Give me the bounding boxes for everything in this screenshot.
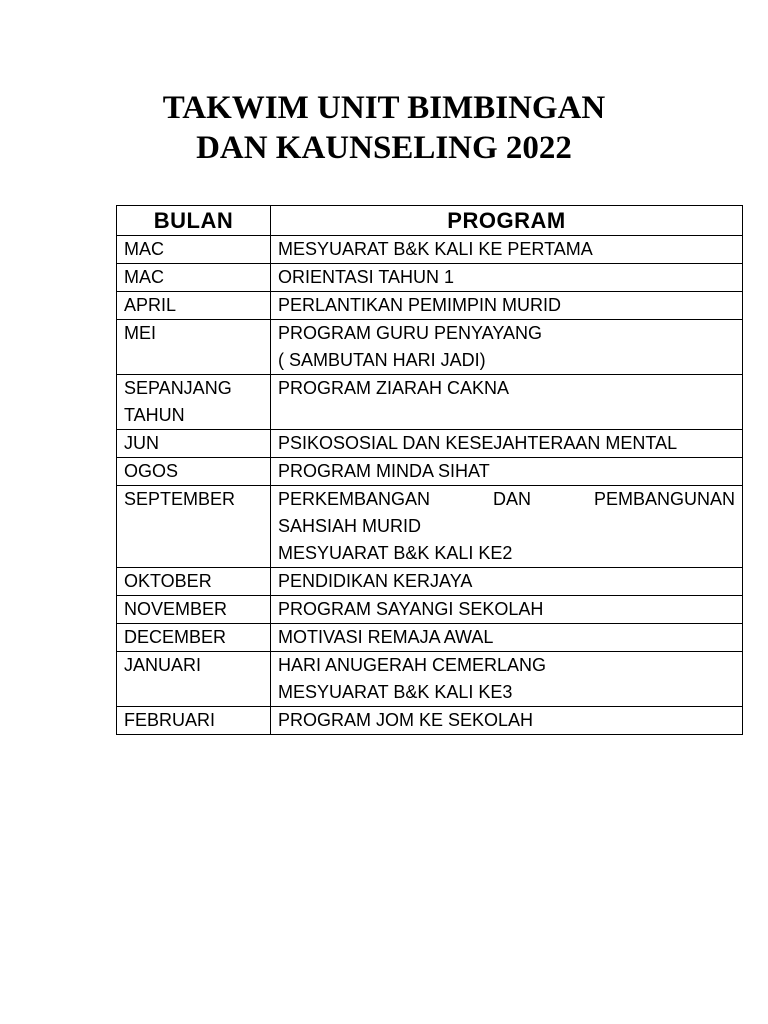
- table-row: [117, 624, 743, 652]
- program-cell: [271, 486, 743, 568]
- program-cell: [271, 707, 743, 735]
- bulan-text: SEPANJANG: [124, 378, 232, 398]
- program-text: PROGRAM MINDA SIHAT: [278, 461, 490, 481]
- table-row: [117, 458, 743, 486]
- header-bulan: BULAN: [117, 206, 271, 236]
- title-line-2: DAN KAUNSELING 2022: [196, 130, 572, 166]
- program-text: PERLANTIKAN PEMIMPIN MURID: [278, 295, 562, 315]
- bulan-text: MAC: [124, 239, 164, 259]
- program-cell: [271, 264, 743, 292]
- bulan-text: MEI: [124, 323, 157, 343]
- program-text: ( SAMBUTAN HARI JADI): [278, 350, 486, 370]
- bulan-cell: [117, 320, 271, 375]
- program-text: PERKEMBANGAN DAN PEMBANGUNAN: [278, 489, 735, 509]
- program-text: PENDIDIKAN KERJAYA: [278, 571, 473, 591]
- program-text: ORIENTASI TAHUN 1: [278, 267, 455, 287]
- program-text: MESYUARAT B&K KALI KE PERTAMA: [278, 239, 593, 259]
- bulan-text: NOVEMBER: [124, 599, 228, 619]
- program-cell: [271, 596, 743, 624]
- bulan-cell: [117, 568, 271, 596]
- bulan-cell: [117, 596, 271, 624]
- table-row: [117, 375, 743, 430]
- table-row: [117, 652, 743, 707]
- bulan-cell: [117, 707, 271, 735]
- bulan-cell: [117, 375, 271, 430]
- takwim-table: [116, 205, 743, 735]
- table-row: [117, 320, 743, 375]
- program-text: MOTIVASI REMAJA AWAL: [278, 627, 494, 647]
- bulan-text: JUN: [124, 433, 159, 453]
- bulan-cell: [117, 264, 271, 292]
- program-cell: [271, 568, 743, 596]
- header-row: [117, 206, 743, 236]
- table-row: [117, 264, 743, 292]
- title-line-1: TAKWIM UNIT BIMBINGAN: [162, 90, 606, 126]
- program-cell: [271, 624, 743, 652]
- program-text: HARI ANUGERAH CEMERLANG: [278, 655, 547, 675]
- program-cell: [271, 292, 743, 320]
- program-text: PROGRAM SAYANGI SEKOLAH: [278, 599, 544, 619]
- table-row: [117, 236, 743, 264]
- bulan-text: SEPTEMBER: [124, 489, 236, 509]
- header-program: PROGRAM: [271, 206, 743, 236]
- program-cell: [271, 458, 743, 486]
- table-row: [117, 596, 743, 624]
- table-row: [117, 292, 743, 320]
- program-cell: [271, 430, 743, 458]
- program-cell: [271, 375, 743, 430]
- bulan-text: APRIL: [124, 295, 177, 315]
- bulan-text: FEBRUARI: [124, 710, 216, 730]
- program-text: PSIKOSOSIAL DAN KESEJAHTERAAN MENTAL: [278, 433, 678, 453]
- table-row: [117, 568, 743, 596]
- bulan-cell: [117, 430, 271, 458]
- program-text: PROGRAM JOM KE SEKOLAH: [278, 710, 534, 730]
- program-cell: [271, 236, 743, 264]
- program-text: PROGRAM GURU PENYAYANG: [278, 323, 543, 343]
- bulan-text: OGOS: [124, 461, 179, 481]
- program-text: MESYUARAT B&K KALI KE3: [278, 682, 513, 702]
- bulan-cell: [117, 652, 271, 707]
- bulan-cell: [117, 236, 271, 264]
- bulan-text: TAHUN: [124, 405, 185, 425]
- bulan-cell: [117, 292, 271, 320]
- table-row: [117, 486, 743, 568]
- bulan-text: OKTOBER: [124, 571, 212, 591]
- table-row: [117, 430, 743, 458]
- bulan-text: JANUARI: [124, 655, 202, 675]
- bulan-text: MAC: [124, 267, 164, 287]
- bulan-cell: [117, 486, 271, 568]
- page-title: [0, 88, 768, 168]
- program-cell: [271, 652, 743, 707]
- program-text: MESYUARAT B&K KALI KE2: [278, 543, 513, 563]
- program-text: PROGRAM ZIARAH CAKNA: [278, 378, 510, 398]
- program-cell: [271, 320, 743, 375]
- bulan-cell: [117, 624, 271, 652]
- bulan-text: DECEMBER: [124, 627, 227, 647]
- table-row: [117, 707, 743, 735]
- program-text: SAHSIAH MURID: [278, 516, 422, 536]
- bulan-cell: [117, 458, 271, 486]
